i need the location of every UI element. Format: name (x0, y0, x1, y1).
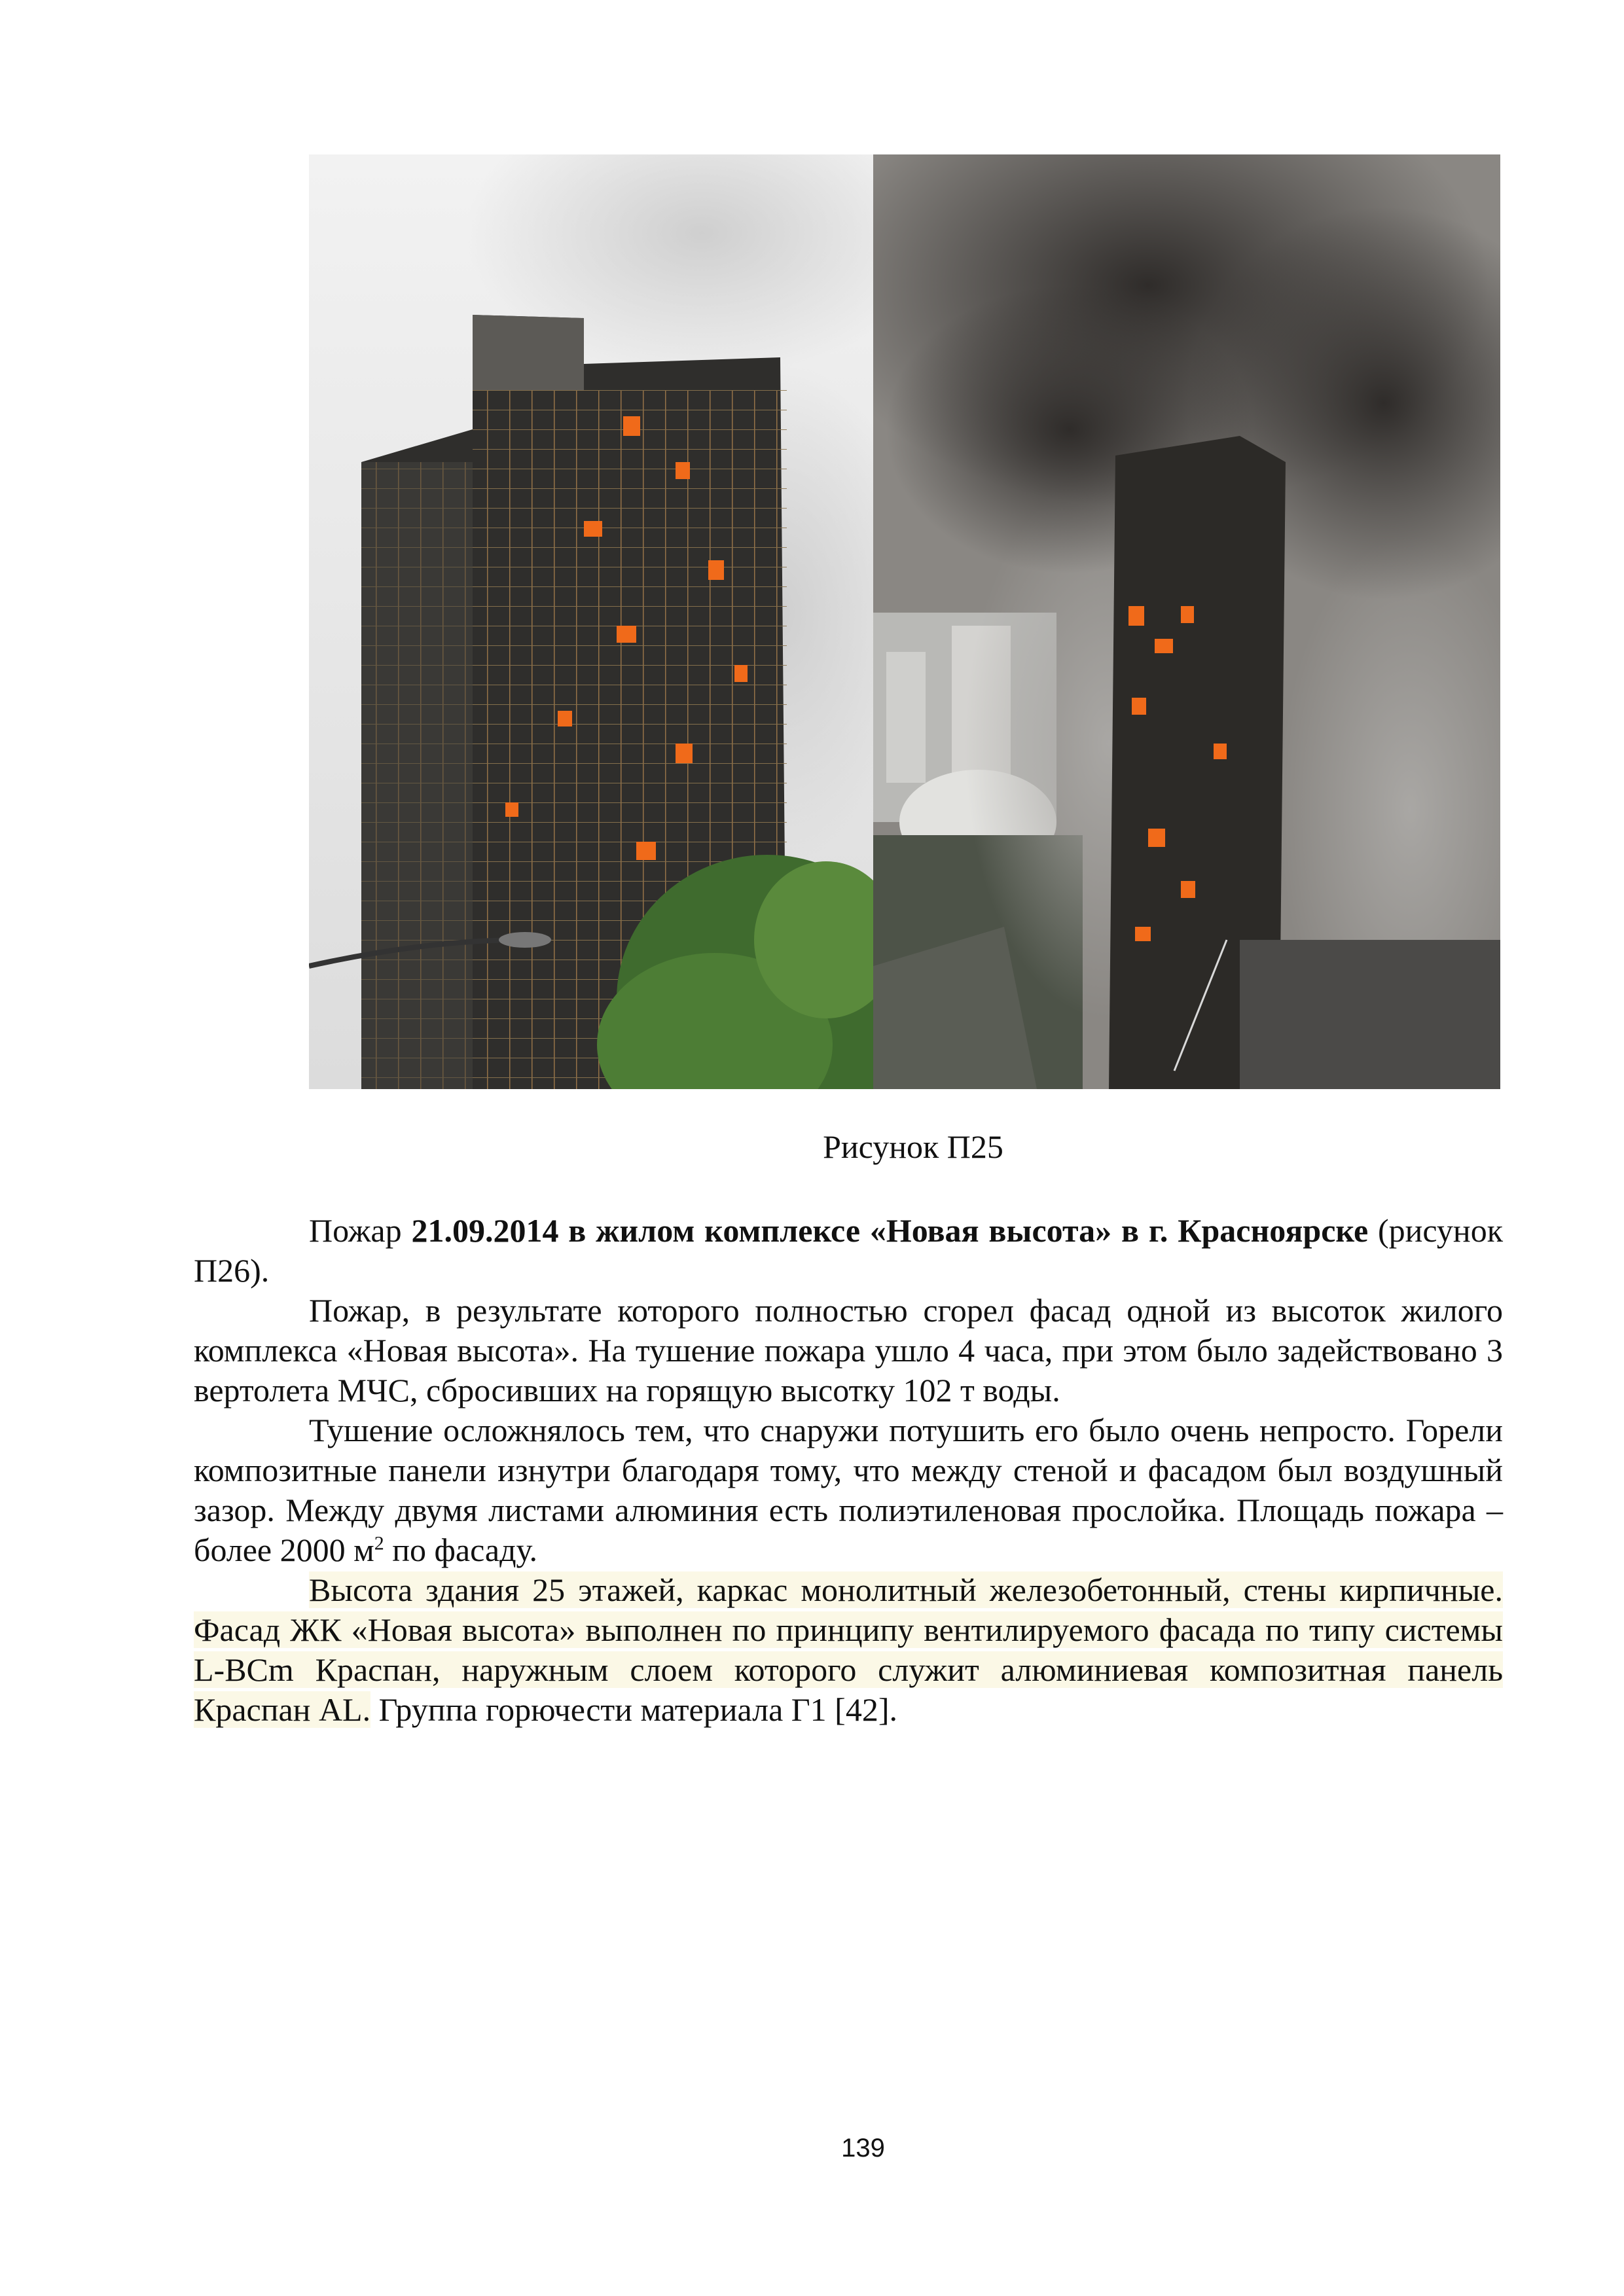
paragraph-1 (194, 1211, 1503, 1291)
paragraph-4 (194, 1570, 1503, 1730)
p1-tail: (рисунок П26). (194, 1212, 1503, 1289)
building-fire-photo-left (309, 154, 873, 1089)
p4-highlighted-text: Высота здания 25 этажей, каркас монолитный железобетонный, стены кирпичные. Фасад ЖК «Новая высота» выполнен по принципу вентилируемого фасада по типу системы L-BCm Краспан, наружным слоем которого служит алюминиевая композитная панель Краспан AL. (194, 1571, 1503, 1728)
building-fire-photo-right (873, 154, 1500, 1089)
p1-bold: 21.09.2014 в жилом комплексе «Новая высота» в г. Красноярске (411, 1212, 1369, 1249)
paragraph-3 (194, 1410, 1503, 1570)
page-number: 139 (841, 2134, 885, 2162)
figure-caption: Рисунок П25 (823, 1128, 1003, 1165)
body-text (194, 1211, 1503, 1730)
photo-left (309, 154, 873, 1089)
p1-lead: Пожар (309, 1212, 412, 1249)
p3-text: Тушение осложнялось тем, что снаружи потушить его было очень непросто. Горели композитные панели изнутри благодаря тому, что между стеной и фасадом был воздушный зазор. Между двумя листами алюминия есть полиэтиленовая прослойка. Площадь пожара – более 2000 м (194, 1412, 1503, 1568)
photo-right (873, 154, 1500, 1089)
p3-tail: по фасаду. (384, 1532, 538, 1568)
paragraph-2: Пожар, в результате которого полностью сгорел фасад одной из высоток жилого комплекса «Новая высота». На тушение пожара ушло 4 часа, при этом было задействовано 3 вертолета МЧС, сбросивших на горящую высотку 102 т воды. (194, 1292, 1503, 1408)
p4-tail: Группа горючести материала Г1 [42]. (370, 1691, 897, 1728)
p3-superscript: 2 (374, 1532, 384, 1554)
figure-photos (309, 154, 1500, 1089)
